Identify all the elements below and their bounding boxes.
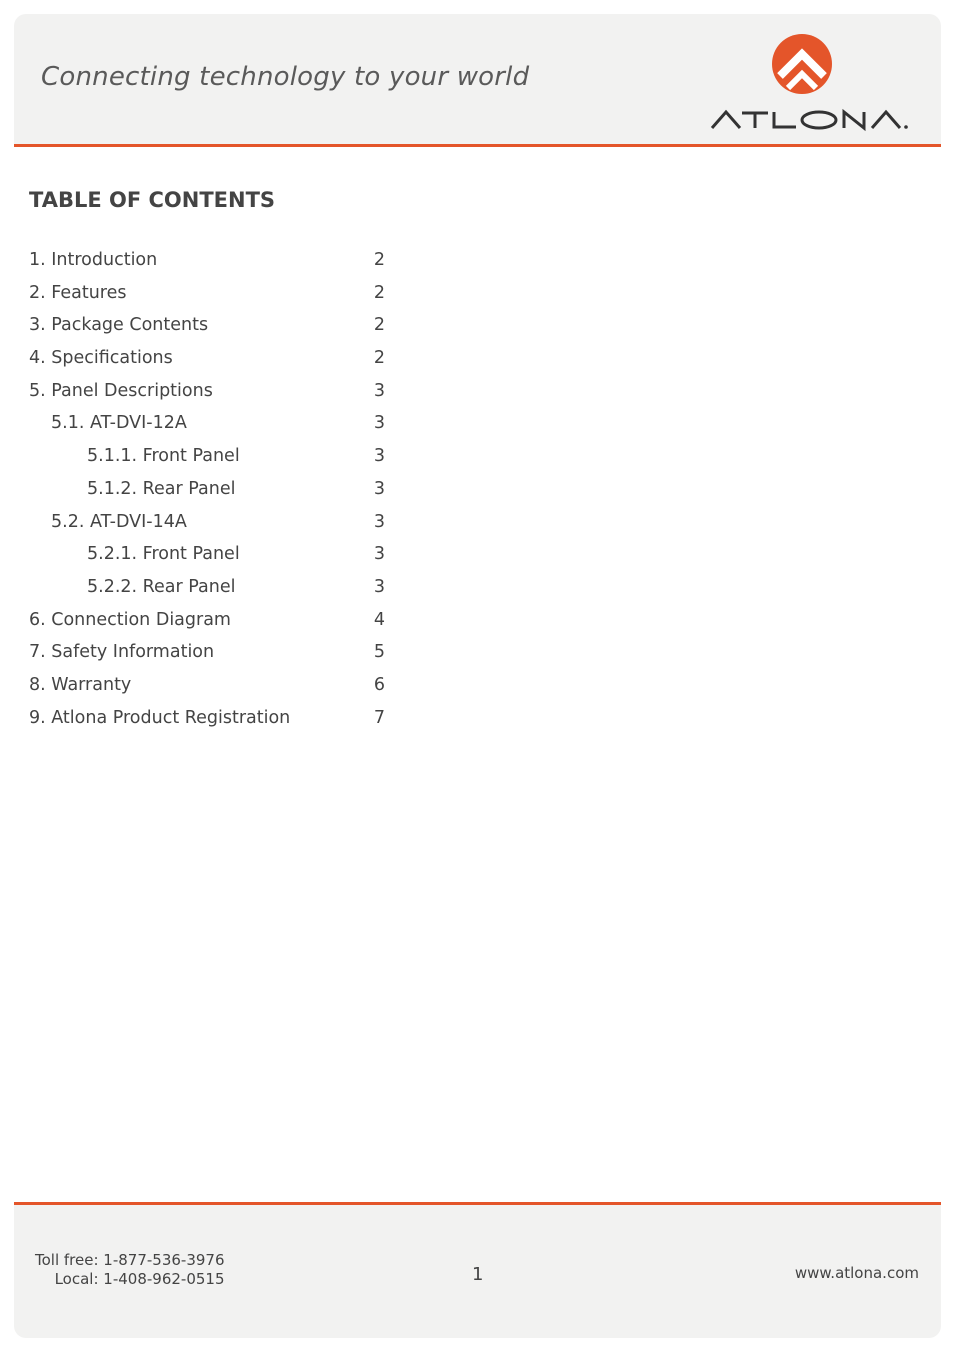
toc-entry-label: 5.2.1. Front Panel	[87, 544, 240, 565]
toc-entry-page: 3	[373, 478, 385, 499]
toc-entry[interactable]	[29, 310, 389, 343]
toc-entry[interactable]	[29, 376, 389, 409]
toc-entry[interactable]	[29, 539, 389, 572]
toc-entry[interactable]	[29, 245, 389, 278]
toc-entry-page: 3	[373, 511, 385, 532]
toc-entry-label: 3. Package Contents	[29, 315, 209, 336]
toc-entry[interactable]	[29, 605, 389, 638]
atlona-logo-icon	[772, 34, 832, 94]
toc-entry-label: 9. Atlona Product Registration	[29, 707, 291, 728]
toc-entry-page: 2	[373, 348, 385, 369]
atlona-logo-wordmark	[712, 112, 900, 128]
toll-free-number: Toll free: 1-877-536-3976	[35, 1251, 225, 1269]
page-number: 1	[472, 1264, 484, 1285]
local-number: Local: 1-408-962-0515	[54, 1270, 225, 1288]
toc-entry-label: 8. Warranty	[29, 674, 132, 695]
toc-entry-label: 1. Introduction	[29, 250, 158, 270]
toc-entry-label: 5.1. AT-DVI-12A	[51, 413, 187, 434]
toc-entry[interactable]	[29, 408, 389, 441]
toc-entry-label: 5.1.2. Rear Panel	[87, 478, 236, 499]
table-of-contents	[29, 245, 389, 735]
toc-entry-label: 5.2. AT-DVI-14A	[51, 511, 187, 532]
toc-entry[interactable]	[29, 474, 389, 507]
toc-entry-label: 6. Connection Diagram	[29, 609, 231, 630]
toc-title: TABLE OF CONTENTS	[29, 188, 276, 212]
toc-entry-page: 3	[373, 446, 385, 467]
website-link[interactable]: www.atlona.com	[794, 1264, 919, 1282]
toc-entry[interactable]	[29, 637, 389, 670]
toc-entry[interactable]	[29, 670, 389, 703]
toc-entry[interactable]	[29, 343, 389, 376]
toc-entry-label: 2. Features	[29, 282, 127, 303]
toc-entry[interactable]	[29, 278, 389, 311]
toc-entry-label: 5.1.1. Front Panel	[87, 446, 240, 467]
page-header	[14, 14, 941, 147]
toc-entry-label: 7. Safety Information	[29, 642, 215, 663]
toc-entry-page: 7	[373, 707, 385, 728]
toc-entry-page: 2	[373, 282, 385, 303]
toc-entry-page: 3	[373, 413, 385, 434]
toc-entry[interactable]	[29, 572, 389, 605]
toc-entry-page: 3	[373, 380, 385, 401]
toc-entry-page: 4	[373, 609, 385, 630]
toc-entry-page: 6	[373, 674, 385, 695]
tagline: Connecting technology to your world	[41, 62, 530, 92]
toc-entry-page: 5	[373, 642, 385, 663]
toc-entry-label: 5. Panel Descriptions	[29, 380, 213, 401]
toc-entry-label: 5.2.2. Rear Panel	[87, 576, 236, 597]
toc-entry[interactable]	[29, 441, 389, 474]
toc-entry-page: 2	[373, 315, 385, 336]
atlona-logo-dot	[904, 125, 908, 129]
page-footer	[14, 1202, 941, 1338]
contact-info	[35, 1251, 225, 1289]
toc-entry-page: 3	[373, 576, 385, 597]
toc-entry[interactable]	[29, 507, 389, 540]
toc-entry[interactable]	[29, 703, 389, 736]
atlona-logo	[696, 32, 916, 136]
toc-entry-page: 2	[373, 250, 385, 270]
toc-entry-label: 4. Specifications	[29, 348, 173, 369]
toc-entry-page: 3	[373, 544, 385, 565]
